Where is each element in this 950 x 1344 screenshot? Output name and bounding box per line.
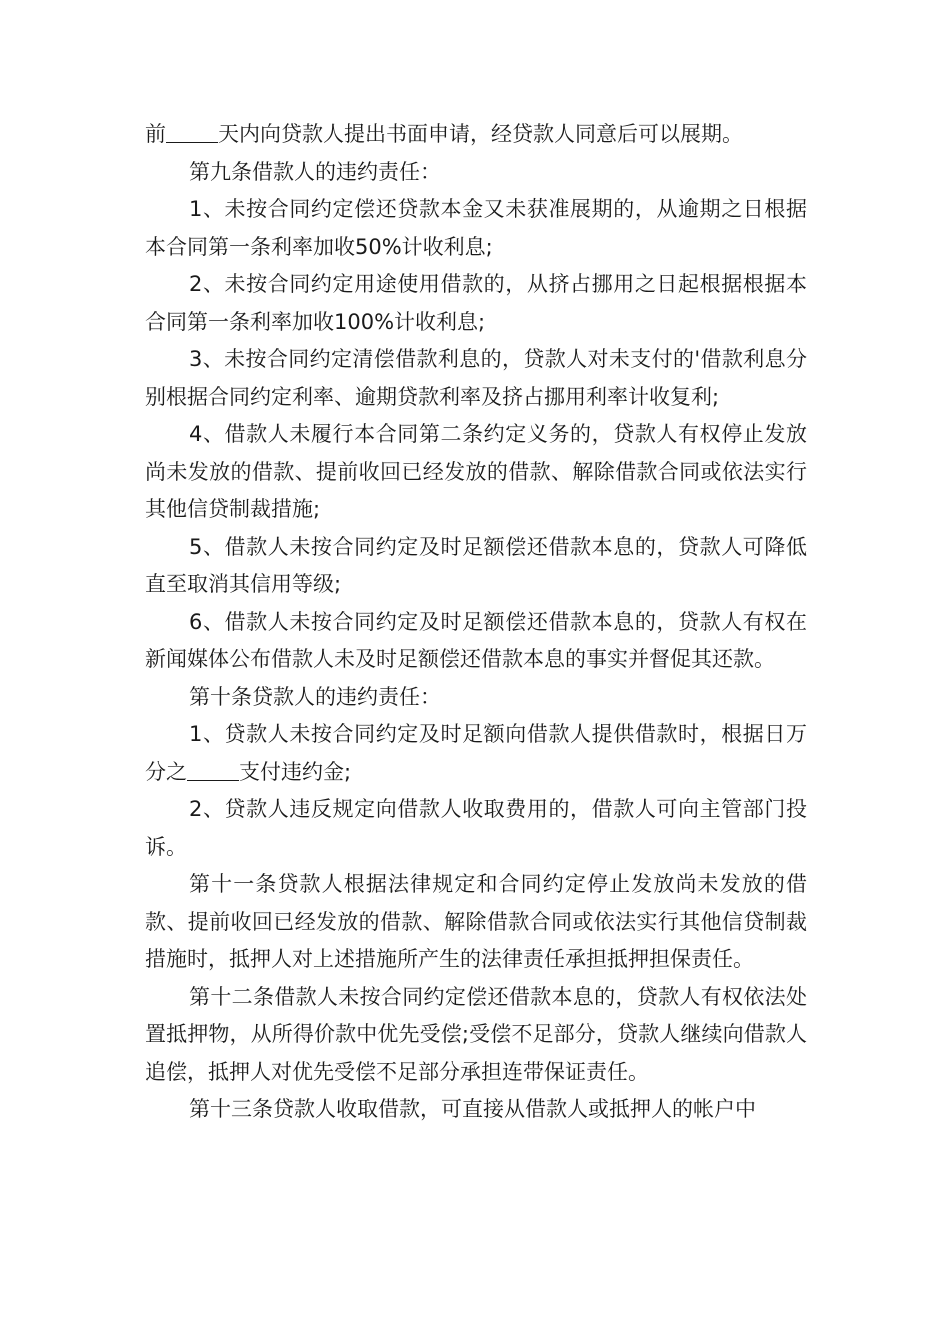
article-10-heading: 第十条贷款人的违约责任： xyxy=(189,684,441,709)
text-before-blank: 前 xyxy=(145,122,166,146)
article-11: 第十一条贷款人根据法律规定和合同约定停止发放尚未发放的借款、提前收回已经发放的借款、解除借款合同或依法实行其他信贷制裁措施时，抵押人对上述措施所产生的法律责任承担抵押担保责任。 xyxy=(145,872,807,971)
article-12: 第十二条借款人未按合同约定偿还借款本息的，贷款人有权依法处置抵押物，从所得价款中优先受偿;受偿不足部分，贷款人继续向借款人追偿，抵押人对优先受偿不足部分承担连带保证责任。 xyxy=(145,984,807,1084)
article-13: 第十三条贷款人收取借款，可直接从借款人或抵押人的帐户中 xyxy=(189,1097,756,1121)
article-9-item-1: 1、未按合同约定偿还贷款本金又未获准展期的，从逾期之日根据本合同第一条利率加收50%计收利息; xyxy=(145,197,807,259)
fill-blank-days xyxy=(166,122,218,143)
paragraph-extension-application xyxy=(145,116,807,154)
fill-blank-rate xyxy=(187,760,239,781)
article-9-item-6: 6、借款人未按合同约定及时足额偿还借款本息的，贷款人有权在新闻媒体公布借款人未及时足额偿还借款本息的事实并督促其还款。 xyxy=(145,609,807,671)
article-9-heading: 第九条借款人的违约责任： xyxy=(189,159,441,184)
text-before-blank: 1、贷款人未按合同约定及时足额向借款人提供借款时，根据日万分之 xyxy=(145,722,807,784)
text-after-blank: 支付违约金; xyxy=(239,759,352,784)
document-page xyxy=(145,116,807,1129)
article-9-item-5: 5、借款人未按合同约定及时足额偿还借款本息的，贷款人可降低直至取消其信用等级; xyxy=(145,534,807,596)
article-9-item-3: 3、未按合同约定清偿借款利息的，贷款人对未支付的'借款利息分别根据合同约定利率、逾期贷款利率及挤占挪用利率计收复利; xyxy=(145,347,807,409)
article-10-item-2: 2、贷款人违反规定向借款人收取费用的，借款人可向主管部门投诉。 xyxy=(145,797,807,859)
article-9-item-4: 4、借款人未履行本合同第二条约定义务的，贷款人有权停止发放尚未发放的借款、提前收回已经发放的借款、解除借款合同或依法实行其他信贷制裁措施; xyxy=(145,422,807,521)
article-10-item-1 xyxy=(145,716,807,791)
article-9-item-2: 2、未按合同约定用途使用借款的，从挤占挪用之日起根据根据本合同第一条利率加收100%计收利息; xyxy=(145,272,807,334)
text-after-blank: 天内向贷款人提出书面申请，经贷款人同意后可以展期。 xyxy=(218,122,743,146)
